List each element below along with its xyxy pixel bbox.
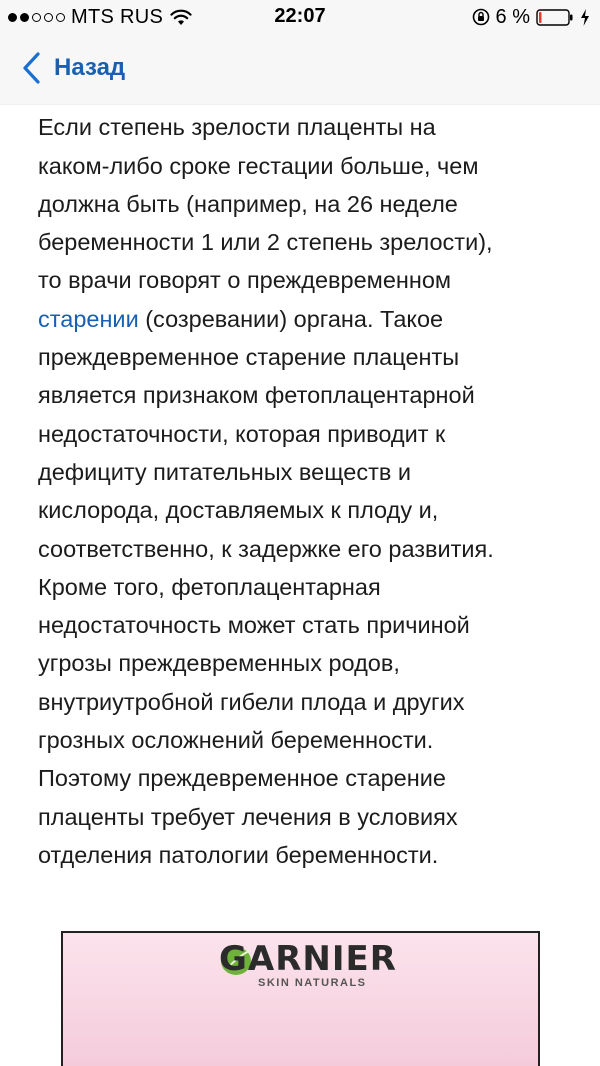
- article-line: грозных осложнений беременности.: [38, 727, 434, 754]
- article-line: преждевременное старение плаценты: [38, 344, 460, 371]
- brand-tagline: SKIN NATURALS: [258, 977, 367, 989]
- back-label: Назад: [54, 54, 126, 81]
- article-line: внутриутробной гибели плода и других: [38, 688, 465, 715]
- ad-banner[interactable]: [61, 931, 540, 1066]
- article-body: [38, 70, 588, 874]
- article-line-text: (созревании) органа. Такое: [138, 305, 444, 332]
- article-line: беременности 1 или 2 степень зрелости),: [38, 229, 493, 256]
- article-line: каком-либо сроке гестации больше, чем: [38, 152, 479, 179]
- chevron-left-icon: [20, 51, 42, 85]
- back-button[interactable]: [20, 51, 125, 85]
- article-line: Поэтому преждевременное старение: [38, 765, 446, 792]
- status-right: [472, 5, 590, 29]
- article-line: недостаточности, которая приводит к: [38, 420, 446, 447]
- status-bar: [0, 0, 600, 34]
- article-line: должна быть (например, на 26 неделе: [38, 190, 458, 217]
- article-line: плаценты требует лечения в условиях: [38, 803, 458, 830]
- article-line: отделения патологии беременности.: [38, 841, 439, 868]
- article-line: недостаточность может стать причиной: [38, 612, 470, 639]
- article-line: Если степень зрелости плаценты на: [38, 114, 436, 141]
- status-time: 22:07: [274, 5, 326, 27]
- navigation-bar: [0, 34, 600, 104]
- inline-link-starenie[interactable]: старении: [38, 305, 139, 332]
- article-line: [38, 300, 588, 338]
- article-line: угрозы преждевременных родов,: [38, 650, 400, 677]
- battery-percent: 6 %: [495, 5, 530, 28]
- article-line: то врачи говорят о преждевременном: [38, 267, 452, 294]
- article-line: Кроме того, фетоплацентарная: [38, 573, 381, 600]
- charging-bolt-icon: [580, 9, 590, 26]
- brand-logo-text: GARNIER: [219, 939, 397, 979]
- article-line: кислорода, доставляемых к плоду и,: [38, 497, 439, 524]
- article-line: дефициту питательных веществ и: [38, 458, 412, 485]
- article-line: соответственно, к задержке его развития.: [38, 535, 494, 562]
- rotation-lock-icon: [472, 8, 490, 26]
- article-line: является признаком фетоплацентарной: [38, 382, 475, 409]
- carrier-name: MTS RUS: [71, 5, 164, 28]
- battery-icon: [536, 9, 574, 26]
